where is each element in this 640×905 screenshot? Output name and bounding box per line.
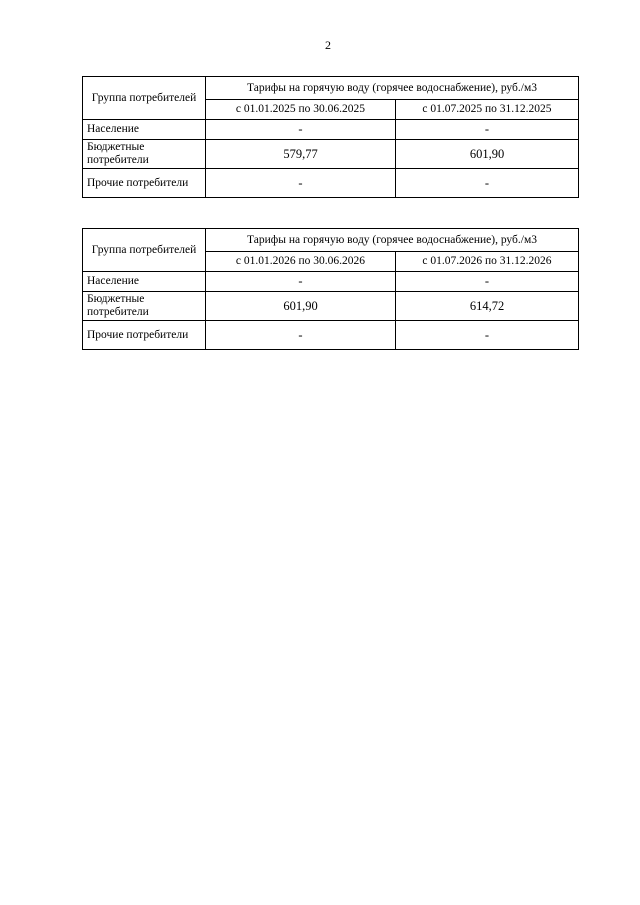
consumer-group-header: Группа потребителей bbox=[83, 77, 206, 120]
consumer-group-name: Население bbox=[83, 120, 206, 140]
period-2-header: с 01.07.2025 по 31.12.2025 bbox=[396, 100, 579, 120]
consumer-group-name: Бюджетные потребители bbox=[83, 292, 206, 321]
consumer-group-header: Группа потребителей bbox=[83, 229, 206, 272]
table-row bbox=[83, 140, 579, 169]
consumer-group-name: Население bbox=[83, 272, 206, 292]
table-header-row bbox=[83, 77, 579, 100]
tariff-table-2025 bbox=[82, 76, 579, 198]
tariff-value: - bbox=[206, 272, 396, 292]
table-row bbox=[83, 292, 579, 321]
tariff-value: - bbox=[396, 169, 579, 198]
tariff-value: - bbox=[396, 272, 579, 292]
consumer-group-name: Прочие потребители bbox=[83, 321, 206, 350]
tariff-value: 579,77 bbox=[206, 140, 396, 169]
tariff-value: - bbox=[206, 321, 396, 350]
table-row bbox=[83, 169, 579, 198]
tariff-table-2026 bbox=[82, 228, 579, 350]
tariff-value: - bbox=[396, 120, 579, 140]
table-row bbox=[83, 321, 579, 350]
consumer-group-name: Бюджетные потребители bbox=[83, 140, 206, 169]
tariff-value: 614,72 bbox=[396, 292, 579, 321]
period-1-header: с 01.01.2025 по 30.06.2025 bbox=[206, 100, 396, 120]
tariff-header: Тарифы на горячую воду (горячее водоснабжение), руб./м3 bbox=[206, 77, 579, 100]
consumer-group-name: Прочие потребители bbox=[83, 169, 206, 198]
tariff-header: Тарифы на горячую воду (горячее водоснабжение), руб./м3 bbox=[206, 229, 579, 252]
tariff-value: 601,90 bbox=[206, 292, 396, 321]
tariff-value: - bbox=[206, 169, 396, 198]
period-2-header: с 01.07.2026 по 31.12.2026 bbox=[396, 252, 579, 272]
tariff-value: 601,90 bbox=[396, 140, 579, 169]
page-number: 2 bbox=[325, 38, 331, 52]
table-row bbox=[83, 272, 579, 292]
tariff-value: - bbox=[206, 120, 396, 140]
table-header-row bbox=[83, 229, 579, 252]
tariff-value: - bbox=[396, 321, 579, 350]
table-row bbox=[83, 120, 579, 140]
period-1-header: с 01.01.2026 по 30.06.2026 bbox=[206, 252, 396, 272]
